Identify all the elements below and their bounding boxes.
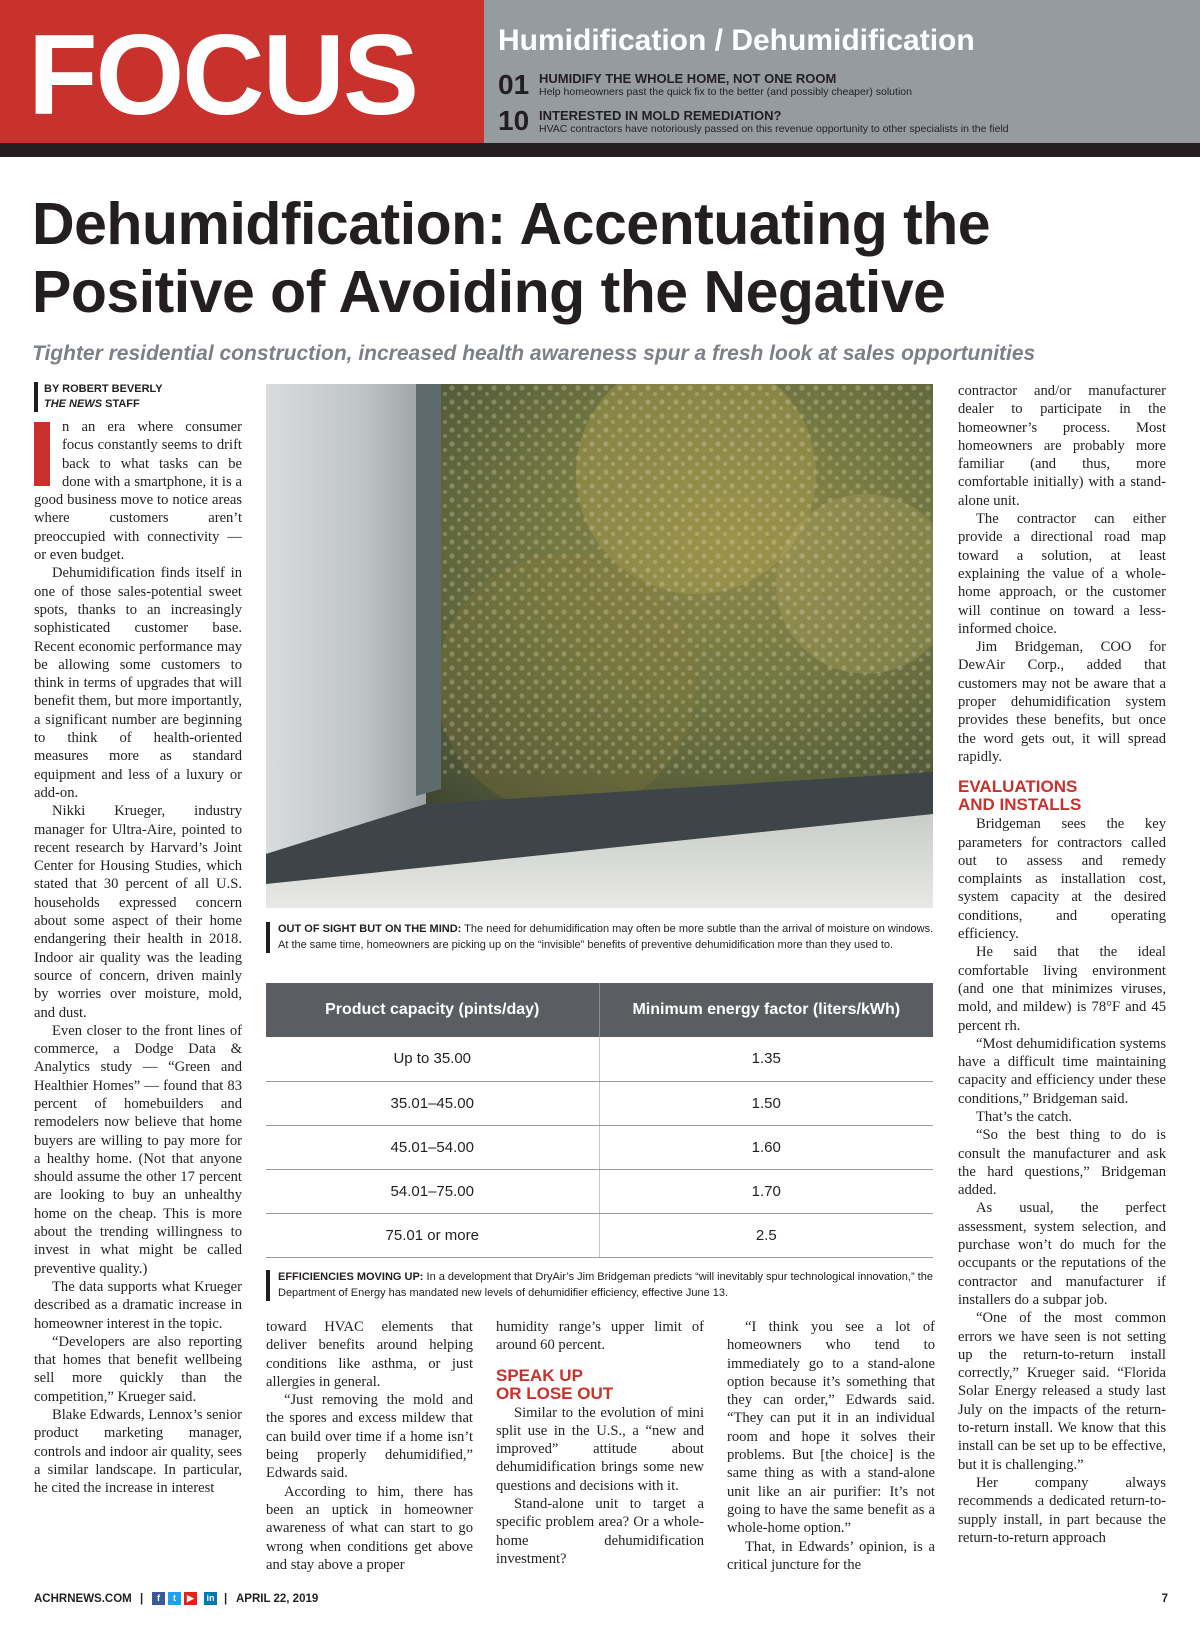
article-headline: [32, 190, 1182, 326]
byline: [34, 382, 244, 412]
body-paragraph: contractor and/or manufacturer dealer to participate in the homeowner’s process. Most homeowners are probably more familiar (and thus, more comfortable initially) with a stand-alone unit.: [958, 383, 1166, 509]
body-paragraph: Nikki Krueger, industry manager for Ultra-Aire, pointed to recent research by Harvard’s Joint Center for Housing Studies, which stated that 30 percent of all U.S. households expressed concern about some aspect of their home endangering their health in 2018. Indoor air quality was the leading source of concern, driven mainly by worries over moisture, mold, and dust.: [34, 803, 242, 1021]
body-paragraph: n an era where consumer focus constantly seems to drift back to what tasks can be done with a smartphone, it is a good business move to notice areas where customers aren’t preoccupied with connectivity — or even budget.: [34, 419, 242, 564]
body-column-2: [266, 1318, 473, 1580]
body-paragraph: “Most dehumidification systems have a difficult time maintaining capacity and efficiency under these conditions,” Bridgeman said.: [958, 1035, 1166, 1107]
table-cell: 35.01–45.00: [266, 1081, 599, 1125]
linkedin-icon[interactable]: in: [204, 1592, 217, 1605]
body-column-4: [727, 1318, 935, 1580]
body-paragraph: Stand-alone unit to target a specific problem area? Or a whole-home dehumidification investment?: [496, 1496, 704, 1567]
section-title: Humidification / Dehumidification: [498, 24, 975, 57]
caption-lead: OUT OF SIGHT BUT ON THE MIND:: [278, 923, 462, 935]
efficiency-table: [266, 983, 933, 1258]
toc-headline[interactable]: INTERESTED IN MOLD REMEDIATION?: [539, 108, 782, 123]
footer-separator: |: [224, 1593, 228, 1605]
headline-line: Positive of Avoiding the Negative: [32, 259, 946, 325]
body-paragraph: The data supports what Krueger described as a dramatic increase in homeowner interest in the topic.: [34, 1278, 242, 1332]
body-paragraph: Even closer to the front lines of commerce, a Dodge Data & Analytics study — “Green and Healthier Homes” — found that 83 percent of homebuilders and remodelers now believe that home buyers are willing to pay more for a healthy home. (Not that anyone should assume the other 17 percent are looking to buy an unhealthy home on the cheap. This is more about the trending willingness to invest in what might be called preventive quality.): [34, 1022, 242, 1277]
body-paragraph: humidity range’s upper limit of around 60 percent.: [496, 1319, 704, 1354]
body-paragraph: Jim Bridgeman, COO for DewAir Corp., added that customers may not be aware that a proper dehumidification system provides these benefits, but once the word gets out, it will spread rapidly.: [958, 639, 1166, 765]
footer-separator: |: [140, 1593, 144, 1605]
table-row: [266, 1037, 933, 1081]
table-row: [266, 1213, 933, 1257]
article-deck: Tighter residential construction, increased health awareness spur a fresh look at sales opportunities: [32, 342, 1036, 365]
page-number: 7: [1161, 1593, 1168, 1605]
toc-number: 10: [498, 105, 530, 136]
body-paragraph: Similar to the evolution of mini split use in the U.S., a “new and improved” attitude about dehumidification brings some new questions and decisions with it.: [496, 1404, 704, 1494]
byline-staff: STAFF: [102, 398, 140, 410]
footer-site-link[interactable]: ACHRNEWS.COM: [34, 1593, 132, 1605]
body-paragraph: “One of the most common errors we have seen is not setting up the return-to-return install correctly,” Krueger said. “Florida Solar Energy released a study last July on the impacts of the return-to-return install. We know that this install can be set up to be effective, but it is challenging.”: [958, 1310, 1166, 1473]
subhead-speak-up: SPEAK UP OR LOSE OUT: [496, 1365, 614, 1403]
body-paragraph: toward HVAC elements that deliver benefits around helping conditions like asthma, or just allergies in general.: [266, 1319, 473, 1390]
subhead-evaluations: EVALUATIONS AND INSTALLS: [958, 777, 1082, 815]
table-cell: 54.01–75.00: [266, 1169, 599, 1213]
body-paragraph: “So the best thing to do is consult the manufacturer and ask the hard questions,” Bridgeman added.: [958, 1127, 1166, 1199]
body-paragraph: “Developers are also reporting that homes that benefit wellbeing sell more quickly than the competition,” Krueger said.: [34, 1333, 242, 1405]
toc-description: Help homeowners past the quick fix to the better (and possibly cheaper) solution: [539, 86, 912, 98]
body-column-5: [958, 382, 1166, 1580]
body-paragraph: He said that the ideal comfortable living environment (and one that minimizes viruses, mold, and mildew) is 78°F and 45 percent rh.: [958, 944, 1166, 1034]
table-header-row: [266, 983, 933, 1037]
body-paragraph: That, in Edwards’ opinion, is a critical juncture for the: [727, 1538, 935, 1573]
table-cell: 75.01 or more: [266, 1213, 599, 1257]
body-paragraph: Her company always recommends a dedicated return-to-supply install, in part because the return-to-return approach: [958, 1474, 1166, 1546]
table-row: [266, 1081, 933, 1125]
body-column-1: [34, 418, 242, 1578]
body-column-3: [496, 1318, 704, 1580]
focus-label: FOCUS: [28, 12, 417, 139]
caption-text: The need for dehumidification may often be more subtle than the arrival of moisture on windows. At the same time, homeowners are picking up on the “invisible” benefits of preventive dehumidification more than they used to.: [278, 923, 934, 951]
headline-line: Dehumidfication: Accentuating the: [32, 191, 991, 257]
table-header-cell: Minimum energy factor (liters/kWh): [599, 983, 933, 1037]
byline-author: BY ROBERT BEVERLY: [44, 383, 163, 395]
table-cell: 45.01–54.00: [266, 1125, 599, 1169]
youtube-icon[interactable]: ▶: [184, 1592, 197, 1605]
body-paragraph: “I think you see a lot of homeowners who tend to immediately go to a stand-alone option because it’s something that they can order,” Edwards said. “They can put it in an individual room and hope it solves their problems. But [the choice] is the same thing as with a stand-alone unit like an air purifier: It’s not going to have the same benefit as a whole-home option.”: [727, 1319, 935, 1537]
body-paragraph: As usual, the perfect assessment, system selection, and purchase won’t do much for the occupants or the reputations of the contractor and manufacturer if installers do a subpar job.: [958, 1200, 1166, 1308]
toc-description: HVAC contractors have notoriously passed on this revenue opportunity to other specialists in the field: [539, 123, 1009, 135]
table-row: [266, 1169, 933, 1213]
window-condensation-photo: [266, 384, 933, 908]
byline-affiliation: [44, 397, 244, 412]
caption-lead: EFFICIENCIES MOVING UP:: [278, 1271, 424, 1283]
header-rule: [0, 143, 1200, 157]
toc-headline[interactable]: HUMIDIFY THE WHOLE HOME, NOT ONE ROOM: [539, 71, 837, 86]
table-cell: 2.5: [599, 1213, 933, 1257]
photo-caption: [266, 922, 936, 953]
footer-date: APRIL 22, 2019: [236, 1593, 319, 1605]
table-cell: Up to 35.00: [266, 1037, 599, 1081]
body-paragraph: That’s the catch.: [976, 1108, 1073, 1125]
drop-cap: [34, 422, 50, 486]
byline-publication: THE NEWS: [44, 398, 103, 410]
table-cell: 1.60: [599, 1125, 933, 1169]
page-footer: [34, 1590, 1168, 1610]
table-caption: [266, 1270, 936, 1301]
body-paragraph: Bridgeman sees the key parameters for contractors called out to assess and remedy complaints as installation cost, system capacity at the desired conditions, and operating efficiency.: [958, 816, 1166, 943]
table-cell: 1.35: [599, 1037, 933, 1081]
body-paragraph: According to him, there has been an uptick in homeowner awareness of what can start to go wrong when conditions get above and stay above a proper: [266, 1483, 473, 1573]
body-paragraph: Dehumidification finds itself in one of those sales-potential sweet spots, thanks to an increasingly sophisticated customer base. Recent economic performance may be allowing some customers to think in terms of upgrades that will benefit them, but more importantly, a significant number are beginning to think of health-oriented measures more as standard equipment and less of a luxury or add-on.: [34, 565, 242, 801]
facebook-icon[interactable]: f: [152, 1592, 165, 1605]
twitter-icon[interactable]: t: [168, 1592, 181, 1605]
body-paragraph: The contractor can either provide a directional road map toward a solution, at least explaining the value of a whole-home approach, or the customer will continue on toward a less-informed choice.: [958, 511, 1166, 637]
table-cell: 1.50: [599, 1081, 933, 1125]
table-cell: 1.70: [599, 1169, 933, 1213]
toc-number: 01: [498, 69, 530, 100]
table-header-cell: Product capacity (pints/day): [266, 983, 599, 1037]
body-paragraph: Blake Edwards, Lennox’s senior product marketing manager, controls and indoor air quality, sees a similar landscape. In particular, he cited the increase in interest: [34, 1407, 242, 1497]
caption-text: In a development that DryAir’s Jim Bridgeman predicts “will inevitably spur technological innovation,” the Department of Energy has mandated new levels of dehumidifier efficiency, effective June 13.: [278, 1271, 933, 1299]
body-paragraph: “Just removing the mold and the spores and excess mildew that can build over time if a home isn’t being properly dehumidified,” Edwards said.: [266, 1392, 473, 1482]
table-row: [266, 1125, 933, 1169]
